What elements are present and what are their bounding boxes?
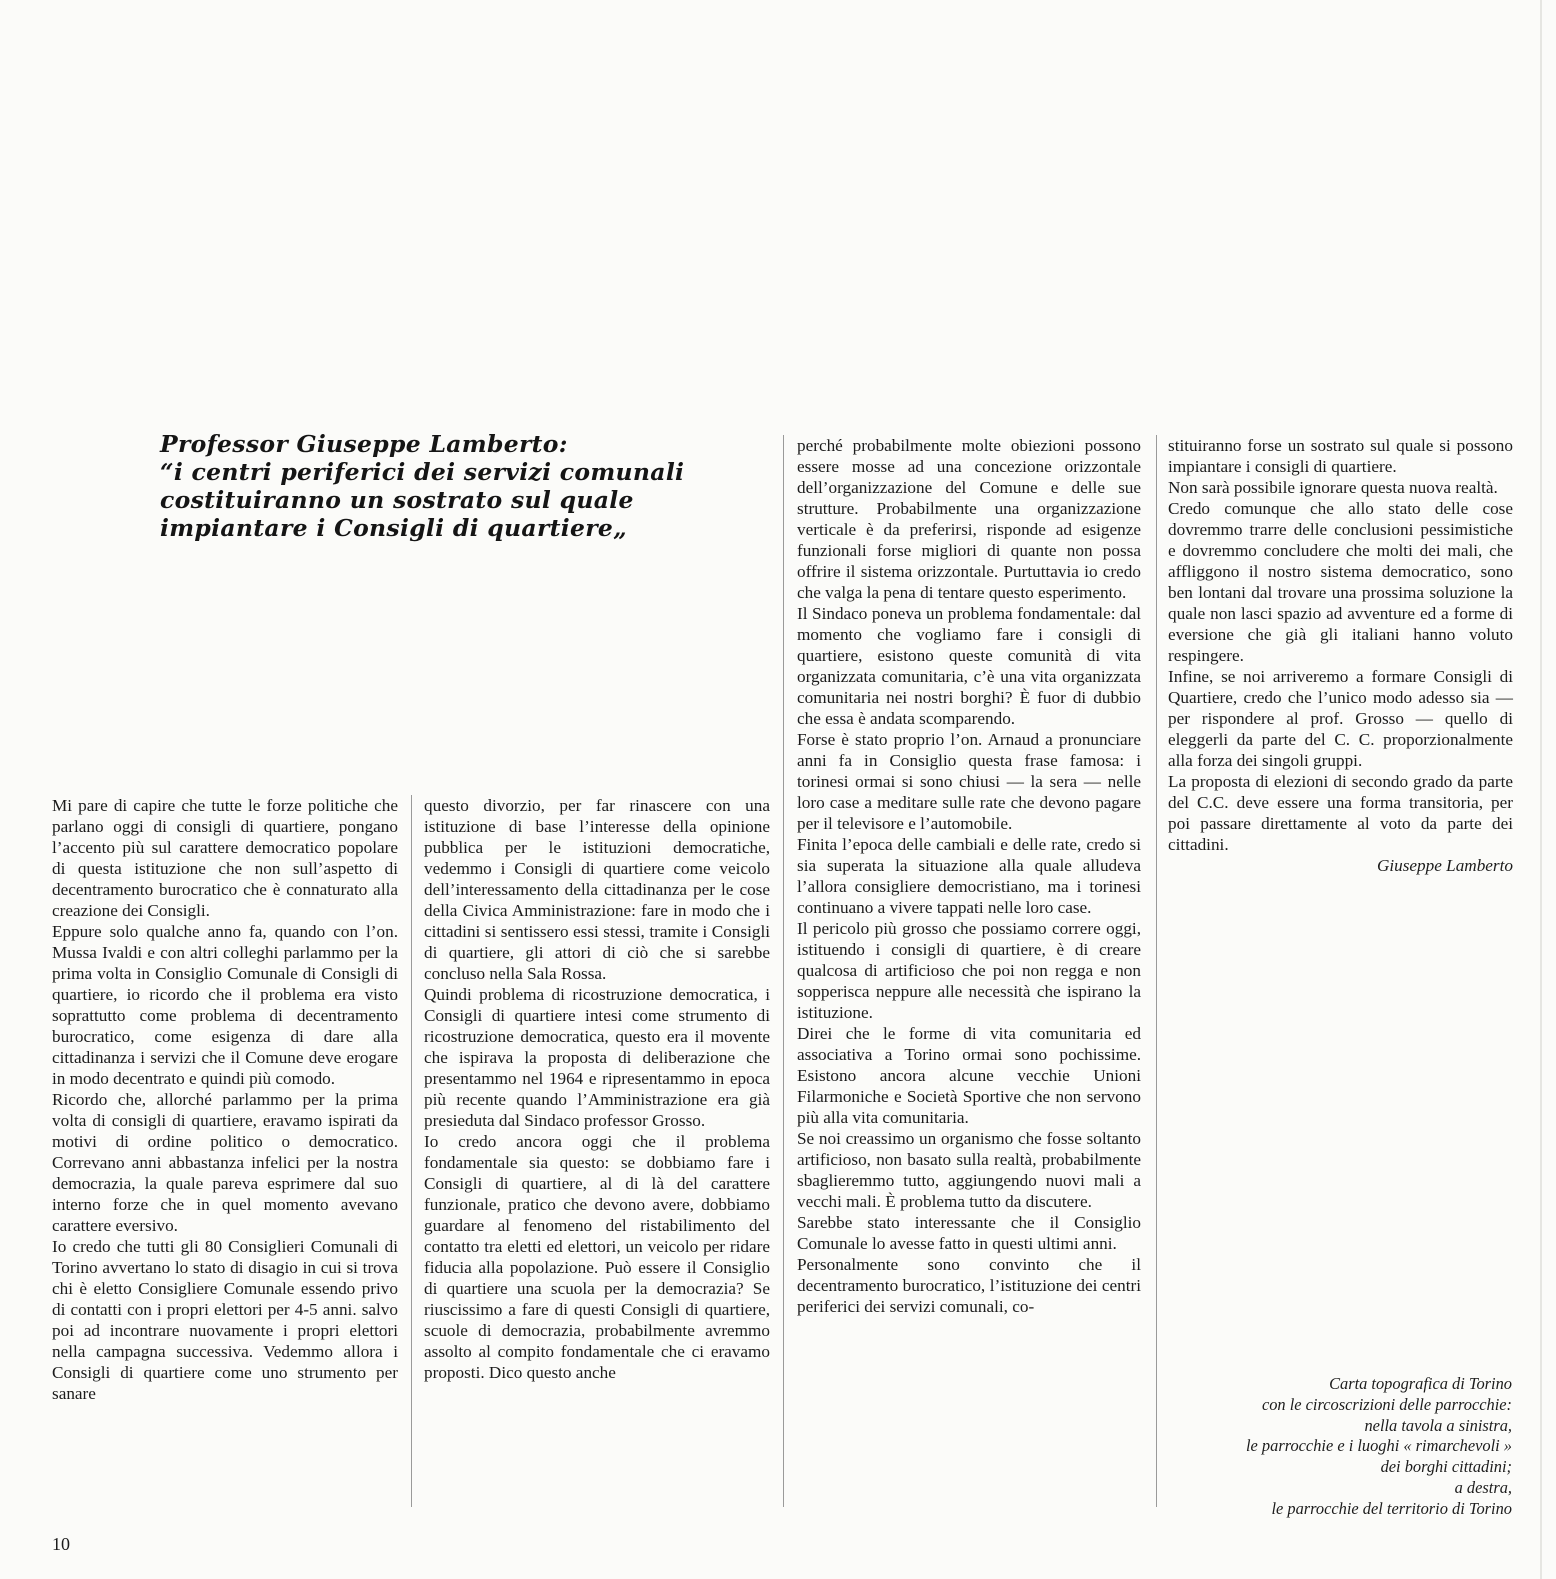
paragraph: Eppure solo qualche anno fa, quando con l’on. Mussa Ivaldi e con altri colleghi parlammo per la prima volta in Consiglio Comunale di Consigli di quartiere, io ricordo che il problema era visto soprattutto come problema di decentramento burocratico, come esigenza di dare alla cittadinanza i servizi che il Comune deve erogare in modo decentrato e quindi più comodo.	[52, 922, 398, 1088]
paragraph: Credo comunque che allo stato delle cose dovremmo trarre delle conclusioni pessimistiche e dovremmo concludere che molti dei mali, che affliggono il nostro sistema democratico, sono ben lontani dal trovare una prossima soluzione la quale non lasci spazio ad avventure ed a forme di eversione che già gli italiani hanno voluto respingere.	[1168, 499, 1513, 665]
title-line: costituiranno un sostrato sul quale	[160, 486, 634, 514]
paragraph: Il Sindaco poneva un problema fondamentale: dal momento che vogliamo fare i consigli di quartiere, esistono queste comunità di vita organizzata comunitaria, c’è una vita organizzata comunitaria nei nostri borghi? È fuor di dubbio che essa è andata scomparendo.	[797, 604, 1141, 728]
caption-line: nella tavola a sinistra,	[1364, 1415, 1512, 1435]
map-caption	[1092, 1374, 1512, 1520]
paragraph: Se noi creassimo un organismo che fosse soltanto artificioso, non basato sulla realtà, probabilmente sbaglieremmo tutto, aggiungendo nuovi mali a vecchi mali. È problema tutto da discutere.	[797, 1129, 1141, 1211]
column-rule	[1156, 435, 1157, 1507]
text-column-4	[1168, 435, 1513, 876]
paragraph: questo divorzio, per far rinascere con una istituzione di base l’interesse della opinione pubblica per le istituzioni democratiche, vedemmo i Consigli di quartiere come veicolo dell’interessamento della cittadinanza per le cose della Civica Amministrazione: fare in modo che i cittadini si sentissero essi stessi, tramite i Consigli di quartiere, gli attori di ciò che si sarebbe concluso nella Sala Rossa.	[424, 796, 770, 983]
paragraph: Il pericolo più grosso che possiamo correre oggi, istituendo i consigli di quartiere, è di creare qualcosa di artificioso che poi non regga e non sopperisca neppure alle necessità che ispirano la istituzione.	[797, 919, 1141, 1022]
author-signature: Giuseppe Lamberto	[1376, 856, 1513, 875]
paragraph: Io credo che tutti gli 80 Consiglieri Comunali di Torino avvertano lo stato di disagio in cui si trova chi è eletto Consigliere Comunale essendo privo di contatti con i propri elettori per 4-5 anni. salvo poi ad incontrare nuovamente i propri elettori nella campagna successiva. Vedemmo allora i Consigli di quartiere come uno strumento per sanare	[52, 1237, 398, 1403]
paragraph: Infine, se noi arriveremo a formare Consigli di Quartiere, credo che l’unico modo adesso sia — per rispondere al prof. Grosso — quello di eleggerli da parte del C. C. proporzionalmente alla forza dei singoli gruppi.	[1168, 667, 1513, 770]
article-title	[160, 430, 760, 542]
title-line: impiantare i Consigli di quartiere„	[160, 514, 628, 542]
paragraph: Io credo ancora oggi che il problema fondamentale sia questo: se dobbiamo fare i Consigli di quartiere, al di là del carattere funzionale, pratico che devono avere, dobbiamo guardare al fenomeno del ristabilimento del contatto tra eletti ed elettori, un veicolo per ridare fiducia alla popolazione. Può essere il Consiglio di quartiere una scuola per la democrazia? Se riuscissimo a fare di questi Consigli di quartiere, scuole di democrazia, probabilmente avremmo assolto al compito fondamentale che ci eravamo proposti. Dico questo anche	[424, 1132, 770, 1382]
paragraph: Sarebbe stato interessante che il Consiglio Comunale lo avesse fatto in questi ultimi anni.	[797, 1213, 1141, 1253]
paragraph: Personalmente sono convinto che il decentramento burocratico, l’istituzione dei centri periferici dei servizi comunali, co-	[797, 1255, 1141, 1316]
text-column-2	[424, 795, 770, 1383]
page-edge	[1540, 0, 1542, 1579]
text-column-1	[52, 795, 398, 1404]
column-rule	[783, 435, 784, 1507]
paragraph: Finita l’epoca delle cambiali e delle rate, credo si sia superata la situazione alla quale alludeva l’allora consigliere democristiano, ma i torinesi continuano a vivere tappati nelle loro case.	[797, 835, 1141, 917]
caption-line: le parrocchie del territorio di Torino	[1271, 1498, 1512, 1518]
title-line: Professor Giuseppe Lamberto:	[160, 430, 568, 458]
caption-line: dei borghi cittadini;	[1380, 1457, 1512, 1477]
paragraph: Forse è stato proprio l’on. Arnaud a pronunciare anni fa in Consiglio questa frase famosa: i torinesi ormai si sono chiusi — la sera — nelle loro case a meditare sulle rate che devono pagare per il televisore e l’automobile.	[797, 730, 1141, 833]
page-number: 10	[52, 1534, 70, 1554]
paragraph: perché probabilmente molte obiezioni possono essere mosse ad una concezione orizzontale dell’organizzazione del Comune e delle sue strutture. Probabilmente una organizzazione verticale è da preferirsi, risponde ad esigenze funzionali forse migliori di quante non possa offrire il sistema orizzontale. Purtuttavia io credo che valga la pena di tentare questo esperimento.	[797, 436, 1141, 602]
paragraph: Quindi problema di ricostruzione democratica, i Consigli di quartiere intesi come strumento di ricostruzione democratica, questo era il movente che ispirava la proposta di deliberazione che presentammo nel 1964 e ripresentammo in epoca più recente quando l’Amministrazione era già presieduta dal Sindaco professor Grosso.	[424, 985, 770, 1130]
paragraph: La proposta di elezioni di secondo grado da parte del C.C. deve essere una forma transitoria, per poi passare direttamente al voto da parte dei cittadini.	[1168, 772, 1513, 854]
paragraph: Non sarà possibile ignorare questa nuova realtà.	[1168, 478, 1498, 497]
paragraph: stituiranno forse un sostrato sul quale si possono impiantare i consigli di quartiere.	[1168, 436, 1513, 476]
column-rule	[411, 795, 412, 1507]
title-line: “i centri periferici dei servizi comunali	[160, 458, 685, 486]
caption-line: con le circoscrizioni delle parrocchie:	[1261, 1394, 1512, 1414]
paragraph: Ricordo che, allorché parlammo per la prima volta di consigli di quartiere, eravamo ispirati da motivi di ordine politico o democratico. Correvano anni abbastanza infelici per la nostra democrazia, la quale pareva esprimere dal suo interno forze che in quel momento avevano carattere eversivo.	[52, 1090, 398, 1235]
paragraph: Mi pare di capire che tutte le forze politiche che parlano oggi di consigli di quartiere, pongano l’accento più sul carattere democratico popolare di questa istituzione che non sull’aspetto di decentramento burocratico che è connaturato alla creazione dei Consigli.	[52, 796, 398, 920]
paragraph: Direi che le forme di vita comunitaria ed associativa a Torino ormai sono pochissime. Esistono ancora alcune vecchie Unioni Filarmoniche e Società Sportive che non servono più alla vita comunitaria.	[797, 1024, 1141, 1127]
caption-line: le parrocchie e i luoghi « rimarchevoli »	[1246, 1436, 1512, 1456]
caption-line: a destra,	[1454, 1477, 1512, 1497]
caption-line: Carta topografica di Torino	[1329, 1374, 1512, 1393]
text-column-3	[797, 435, 1141, 1317]
